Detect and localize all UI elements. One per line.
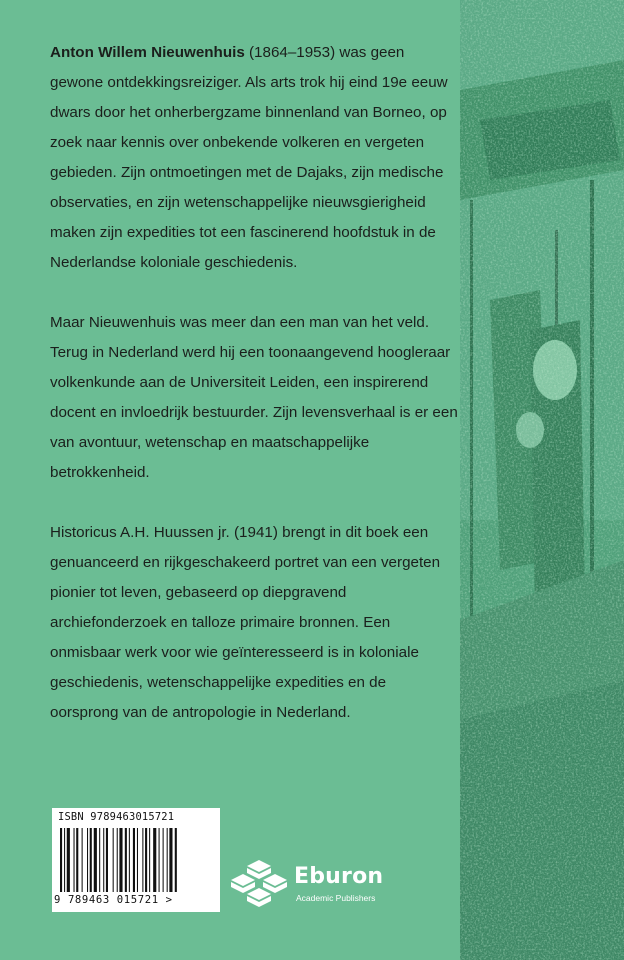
barcode-digits: 9 789463 015721 >	[54, 894, 173, 906]
isbn-label: ISBN 9789463015721	[58, 811, 175, 823]
blurb-paragraph-1-text: (1864–1953) was geen gewone ontdekkingsreiziger. Als arts trok hij eind 19e eeuw dwars door het onherbergzame binnenland van Borneo, op zoek naar kennis over onbekende volkeren en vergeten gebieden. Zijn ontmoetingen met de Dajaks, zijn medische observaties, en zijn wetenschappelijke nieuwsgierigheid maken zijn expedities tot een fascinerend hoofdstuk in de Nederlandse koloniale geschiedenis.	[50, 44, 448, 271]
blurb-paragraph-1	[50, 38, 458, 278]
publisher-name: Eburon	[294, 864, 384, 889]
cover-photo-strip	[460, 0, 624, 960]
back-cover-blurb	[50, 38, 458, 728]
publisher-logo	[230, 858, 420, 914]
author-subject-name: Anton Willem Nieuwenhuis	[50, 44, 245, 61]
barcode-bars	[58, 828, 214, 892]
expedition-photo	[460, 0, 624, 960]
stacked-books-icon	[230, 858, 288, 912]
isbn-barcode	[52, 808, 220, 912]
blurb-paragraph-2: Maar Nieuwenhuis was meer dan een man van het veld. Terug in Nederland werd hij een toonaangevend hoogleraar volkenkunde aan de Universiteit Leiden, een inspirerend docent en invloedrijk bestuurder. Zijn levensverhaal is er een van avontuur, wetenschap en maatschappelijke betrokkenheid.	[50, 314, 458, 481]
publisher-tagline: Academic Publishers	[296, 893, 376, 903]
blurb-paragraph-3: Historicus A.H. Huussen jr. (1941) brengt in dit boek een genuanceerd en rijkgeschakeerd portret van een vergeten pionier tot leven, gebaseerd op diepgravend archiefonderzoek en talloze primaire bronnen. Een onmisbaar werk voor wie geïnteresseerd is in koloniale geschiedenis, wetenschappelijke expedities en de oorsprong van de antropologie in Nederland.	[50, 524, 441, 721]
